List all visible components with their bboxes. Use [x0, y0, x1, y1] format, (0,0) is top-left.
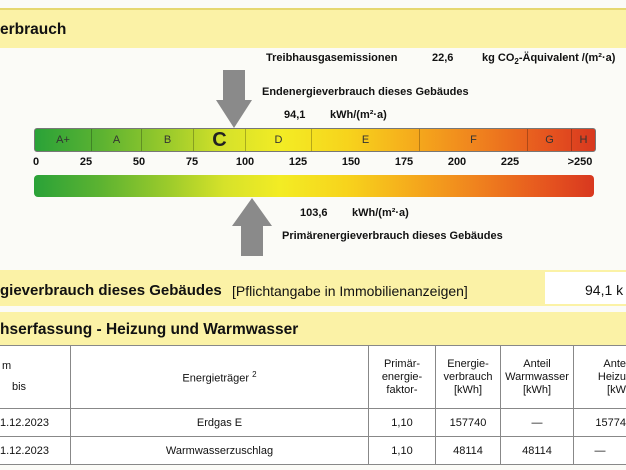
emissions-line [266, 52, 616, 67]
section-title: hserfassung - Heizung und Warmwasser [0, 321, 299, 338]
scale-tick: 200 [447, 156, 467, 168]
scale-tick: 100 [235, 156, 255, 168]
scale-tick: 150 [341, 156, 361, 168]
end-energy-value: 94,1 [284, 109, 306, 121]
cell-hot-water: 48114 [501, 437, 574, 465]
consumption-table [0, 345, 626, 465]
scale-tick: 50 [132, 156, 146, 168]
cell-carrier: Warmwasserzuschlag [71, 437, 369, 465]
header-heating: Ante Heizu [kW [574, 346, 626, 409]
table-row [0, 437, 626, 465]
cell-date: 1.12.2023 [0, 437, 71, 465]
primary-energy-value: 103,6 [300, 207, 328, 219]
cell-heating: 15774 [574, 409, 626, 437]
header-consumption: Energie- verbrauch [kWh] [436, 346, 501, 409]
header-hot-water: Anteil Warmwasser [kWh] [501, 346, 574, 409]
class-label: B [141, 129, 193, 151]
scale-tick: 225 [500, 156, 520, 168]
primary-scale-bar [34, 175, 594, 197]
scale-tick: 125 [288, 156, 308, 168]
cell-factor: 1,10 [369, 437, 436, 465]
section-header-consumption [0, 8, 626, 48]
cell-factor: 1,10 [369, 409, 436, 437]
scale-tick: 0 [32, 156, 40, 168]
class-label: G [527, 129, 571, 151]
scale-tick: 25 [79, 156, 93, 168]
mandatory-note: [Pflichtangabe in Immobilienanzeigen] [232, 283, 468, 299]
header-factor: Primär- energie- faktor- [369, 346, 436, 409]
primary-energy-arrow-icon [232, 198, 272, 256]
class-label: D [245, 129, 311, 151]
cell-carrier: Erdgas E [71, 409, 369, 437]
cell-heating: — [574, 437, 626, 465]
section-title: erbrauch [0, 21, 67, 38]
class-label: E [311, 129, 419, 151]
cell-consumption: 157740 [436, 409, 501, 437]
cell-consumption: 48114 [436, 437, 501, 465]
class-label: F [419, 129, 527, 151]
value-box [545, 272, 626, 304]
section-header-recording [0, 312, 626, 345]
header-carrier: Energieträger $^2$ [71, 346, 369, 409]
table-row [0, 409, 626, 437]
emissions-value: 22,6 [432, 52, 454, 64]
end-energy-label: Endenergieverbrauch dieses Gebäudes [262, 86, 469, 98]
class-label: H [571, 129, 595, 151]
emissions-label: Treibhausgasemissionen [266, 52, 398, 64]
scale-tick: 75 [185, 156, 199, 168]
efficiency-scale-bar [34, 128, 596, 152]
scale-tick: >250 [567, 156, 593, 168]
section-title: gieverbrauch dieses Gebäudes [0, 282, 222, 299]
section-header-end-energy [0, 270, 626, 306]
emissions-unit: kg $CO_2$-Äquivalent /(m²·a) [482, 52, 616, 67]
class-label: A+ [56, 134, 70, 146]
end-energy-arrow-icon [216, 70, 252, 128]
primary-energy-label: Primärenergieverbrauch dieses Gebäudes [282, 230, 503, 242]
scale-tick: 175 [394, 156, 414, 168]
cell-hot-water: — [501, 409, 574, 437]
header-period: m bis [0, 346, 71, 409]
class-label: A [91, 129, 141, 151]
end-energy-unit: kWh/(m²·a) [330, 109, 387, 121]
end-energy-summary-value: 94,1 k [585, 282, 624, 298]
table-header-row [0, 346, 626, 409]
cell-date: 1.12.2023 [0, 409, 71, 437]
primary-energy-unit: kWh/(m²·a) [352, 207, 409, 219]
class-label-current: C [193, 129, 245, 151]
